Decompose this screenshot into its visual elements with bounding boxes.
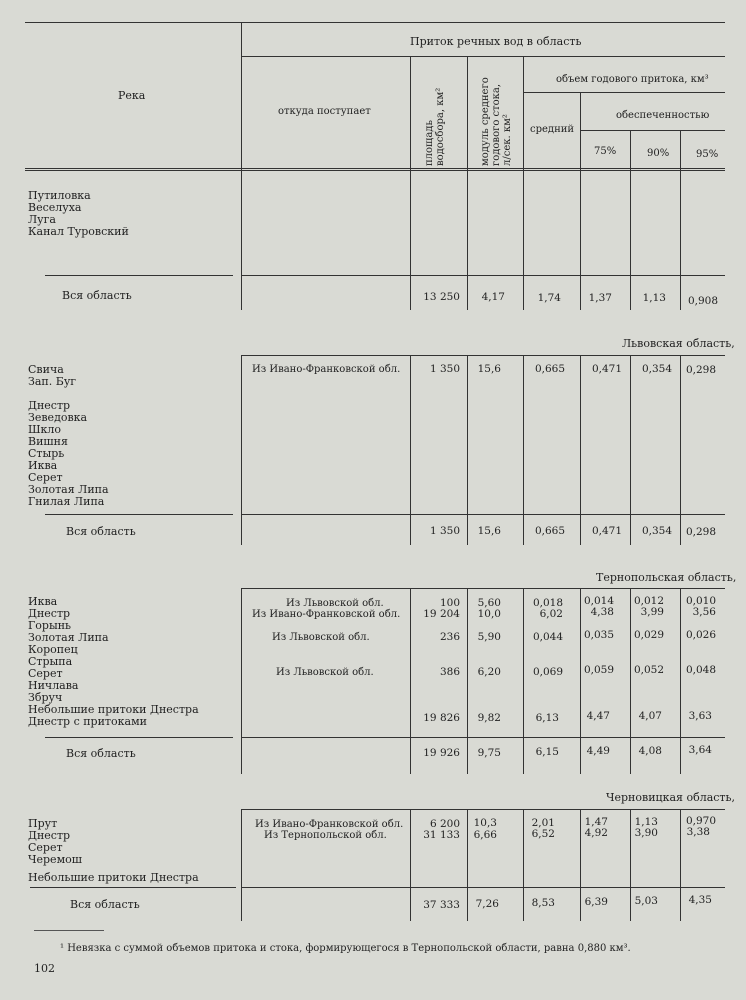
section2-total-p90: 0,354 xyxy=(641,525,672,537)
section3-row4-p90: 0,052 xyxy=(633,664,664,676)
section4-row1-modulus: 10,3 xyxy=(473,817,497,829)
list-item: Днестр xyxy=(28,607,71,620)
list-item: Серет xyxy=(28,667,63,680)
section3-row5-p75: 4,47 xyxy=(586,710,610,722)
section3-row3-source: Из Львовской обл. xyxy=(272,632,370,643)
header-rule-volume xyxy=(523,92,725,93)
header-rule-prob xyxy=(580,130,725,131)
header-modulus: модуль среднего годового стока, л/сек. км² xyxy=(480,77,513,166)
section2-total-modulus: 15,6 xyxy=(477,525,501,537)
section1-total-mean: 1,74 xyxy=(537,292,561,304)
list-item: Черемош xyxy=(28,853,82,866)
list-item: Иква xyxy=(28,595,58,608)
section4-row2-p75: 4,92 xyxy=(584,827,608,839)
section3-row3-modulus: 5,90 xyxy=(477,631,501,643)
list-item: Канал Туровский xyxy=(28,225,129,238)
section3-row2-p75: 4,38 xyxy=(590,606,614,618)
list-item: Горынь xyxy=(28,619,72,632)
section4-total-p95: 4,35 xyxy=(688,894,712,906)
section3-row2-mean: 6,02 xyxy=(539,608,563,620)
section4-row1-mean: 2,01 xyxy=(531,817,555,829)
section3-row4-p75: 0,059 xyxy=(583,664,614,676)
section2-row1-p90: 0,354 xyxy=(641,363,672,375)
section3-row4-source: Из Львовской обл. xyxy=(276,667,374,678)
section1-total-p95: 0,908 xyxy=(687,295,718,307)
header-vrule-p75 xyxy=(630,130,631,170)
section4-row2-mean: 6,52 xyxy=(531,828,555,840)
section3-row3-p95: 0,026 xyxy=(685,629,716,641)
list-item: Серет xyxy=(28,471,63,484)
list-item: Серет xyxy=(28,841,63,854)
section1-total-modulus: 4,17 xyxy=(481,291,505,303)
header-probability: обеспеченностью xyxy=(616,110,710,121)
list-item: Зап. Буг xyxy=(28,375,77,388)
section4-total-mean: 8,53 xyxy=(531,897,555,909)
header-rule-bottom xyxy=(25,168,725,169)
section3-total-p75: 4,49 xyxy=(586,745,610,757)
section4-row2-source: Из Тернопольской обл. xyxy=(264,830,387,841)
list-item: Свича xyxy=(28,363,64,376)
section3-row3-area: 236 xyxy=(439,631,460,643)
section3-rivers xyxy=(28,596,199,728)
section3-row3-p90: 0,029 xyxy=(633,629,664,641)
list-item: Днестр xyxy=(28,399,71,412)
section2-row1-mean: 0,665 xyxy=(534,363,565,375)
section4-row1-source: Из Ивано-Франковской обл. xyxy=(255,819,404,830)
list-item: Прут xyxy=(28,817,58,830)
section3-region-title: Тернопольская область, xyxy=(596,571,737,584)
section1-rivers xyxy=(28,190,129,238)
header-vrule-source xyxy=(410,56,411,170)
section4-row1-p90: 1,13 xyxy=(634,816,658,828)
section2-row1-p95: 0,298 xyxy=(685,364,716,376)
header-river: Река xyxy=(118,89,146,102)
header-vrule-area xyxy=(467,56,468,170)
header-rule-bottom2 xyxy=(25,170,725,171)
section2-total-p95: 0,298 xyxy=(685,526,716,538)
header-vrule-modulus xyxy=(523,56,524,170)
header-source: откуда поступает xyxy=(278,106,371,117)
section2-total-area: 1 350 xyxy=(429,525,460,537)
section3-total-p95: 3,64 xyxy=(688,744,712,756)
list-item: Стрыпа xyxy=(28,655,73,668)
header-annual-volume: объем годового притока, км³ xyxy=(556,74,709,85)
section3-total-label: Вся область xyxy=(66,747,136,760)
section4-row1-p95: 0,970 xyxy=(685,815,716,827)
section4-total-modulus: 7,26 xyxy=(475,898,499,910)
section2-total-label: Вся область xyxy=(66,525,136,538)
list-item: Ничлава xyxy=(28,679,79,692)
section3-total-p90: 4,08 xyxy=(638,745,662,757)
section1-total-p75: 1,37 xyxy=(588,292,612,304)
section3-row5-mean: 6,13 xyxy=(535,712,559,724)
section4-region-title: Черновицкая область, xyxy=(606,791,735,804)
list-item: Шкло xyxy=(28,423,62,436)
list-item: Збруч xyxy=(28,691,63,704)
list-item: Золотая Липа xyxy=(28,631,109,644)
footnote-rule xyxy=(34,930,104,931)
section4-row2-area: 31 133 xyxy=(423,829,460,841)
section2-row1-area: 1 350 xyxy=(429,363,460,375)
list-item: Гнилая Липа xyxy=(28,495,105,508)
list-item: Коропец xyxy=(28,643,78,656)
section3-row1-source: Из Львовской обл. xyxy=(286,598,384,609)
section3-row4-mean: 0,069 xyxy=(532,666,563,678)
section1-total-area: 13 250 xyxy=(423,291,460,303)
section3-row5-area: 19 826 xyxy=(423,712,460,724)
section4-row1-area: 6 200 xyxy=(429,818,460,830)
section3-row2-area: 19 204 xyxy=(423,608,460,620)
section3-row5-modulus: 9,82 xyxy=(477,712,501,724)
header-area: площадь водосбора, км² xyxy=(424,87,446,166)
section3-row2-source: Из Ивано-Франковской обл. xyxy=(252,609,401,620)
section2-rivers xyxy=(28,364,109,508)
section2-row1-source: Из Ивано-Франковской обл. xyxy=(252,364,401,375)
section3-row5-p90: 4,07 xyxy=(638,710,662,722)
section3-total-modulus: 9,75 xyxy=(477,747,501,759)
section4-row1-p75: 1,47 xyxy=(584,816,608,828)
section3-row1-modulus: 5,60 xyxy=(477,597,501,609)
list-item: Путиловка xyxy=(28,189,91,202)
section3-total-mean: 6,15 xyxy=(535,746,559,758)
section2-total-mean: 0,665 xyxy=(534,525,565,537)
header-vrule-p90 xyxy=(680,130,681,170)
section3-row1-p95: 0,010 xyxy=(685,595,716,607)
section4-rivers xyxy=(28,818,199,884)
section3-row5-p95: 3,63 xyxy=(688,710,712,722)
section4-row2-p95: 3,38 xyxy=(686,826,710,838)
section3-row1-p90: 0,012 xyxy=(633,595,664,607)
header-rule-top xyxy=(25,22,725,23)
header-vrule-mean xyxy=(580,92,581,170)
section3-row2-p95: 3,56 xyxy=(692,606,716,618)
list-item: Веселуха xyxy=(28,201,82,214)
header-inflow-title: Приток речных вод в область xyxy=(410,35,582,48)
section3-row3-mean: 0,044 xyxy=(532,631,563,643)
section4-row2-p90: 3,90 xyxy=(634,827,658,839)
section4-total-p90: 5,03 xyxy=(634,895,658,907)
list-item: Луга xyxy=(28,213,56,226)
section3-total-area: 19 926 xyxy=(423,747,460,759)
section3-row3-p75: 0,035 xyxy=(583,629,614,641)
section3-row1-mean: 0,018 xyxy=(532,597,563,609)
list-item: Небольшие притоки Днестра xyxy=(28,871,199,884)
section1-total-label: Вся область xyxy=(62,289,132,302)
section3-row2-p90: 3,99 xyxy=(640,606,664,618)
section2-row1-p75: 0,471 xyxy=(591,363,622,375)
section3-row4-area: 386 xyxy=(439,666,460,678)
section2-region-title: Львовская область, xyxy=(622,337,735,350)
page-number: 102 xyxy=(34,962,55,975)
list-item: Днестр xyxy=(28,829,71,842)
header-mean: средний xyxy=(530,124,575,135)
list-item: Золотая Липа xyxy=(28,483,109,496)
section2-row1-modulus: 15,6 xyxy=(477,363,501,375)
section3-row2-modulus: 10,0 xyxy=(477,608,501,620)
section3-row4-p95: 0,048 xyxy=(685,664,716,676)
footnote: ¹ Невязка с суммой объемов притока и стока, формирующегося в Тернопольской области, равна 0,880 км³. xyxy=(60,943,631,954)
section3-row1-area: 100 xyxy=(439,597,460,609)
section3-row4-modulus: 6,20 xyxy=(477,666,501,678)
header-vrule-river xyxy=(241,22,242,170)
list-item: Зеведовка xyxy=(28,411,88,424)
header-p90: 90% xyxy=(647,148,670,159)
section4-total-label: Вся область xyxy=(70,898,140,911)
list-item: Стырь xyxy=(28,447,65,460)
header-rule-inflow xyxy=(241,56,725,57)
section4-row2-modulus: 6,66 xyxy=(473,829,497,841)
header-p95: 95% xyxy=(696,149,719,160)
section3-row1-p75: 0,014 xyxy=(583,595,614,607)
section4-total-p75: 6,39 xyxy=(584,896,608,908)
header-p75: 75% xyxy=(594,146,617,157)
section2-total-p75: 0,471 xyxy=(591,525,622,537)
section4-total-area: 37 333 xyxy=(423,899,460,911)
list-item: Иква xyxy=(28,459,58,472)
section1-total-p90: 1,13 xyxy=(642,292,666,304)
list-item: Днестр с притоками xyxy=(28,715,147,728)
list-item: Небольшие притоки Днестра xyxy=(28,703,199,716)
list-item: Вишня xyxy=(28,435,68,448)
